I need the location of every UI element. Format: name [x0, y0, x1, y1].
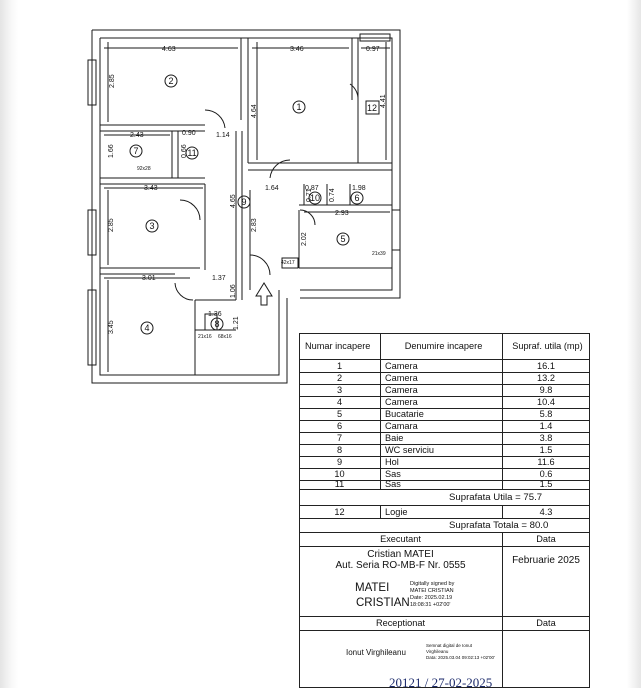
- table-row: [299, 384, 590, 396]
- table-row: [299, 506, 590, 518]
- row-name: Sas: [385, 479, 401, 489]
- door-room2: [205, 110, 225, 128]
- dimension-label: 4.65: [230, 194, 237, 208]
- dimension-label: 1.21: [233, 316, 240, 330]
- row-name: Camera: [385, 397, 418, 407]
- row-name: Bucatarie: [385, 409, 424, 419]
- dimension-label: 3.46: [290, 46, 304, 53]
- row-nr: 6: [336, 421, 343, 431]
- room-label: 9: [241, 197, 247, 207]
- table-row: [299, 372, 590, 384]
- digital-signature-text: Virghileanu: [426, 649, 449, 654]
- digital-signature-text: Semnat digital de Ionut: [426, 643, 473, 648]
- room-label: 4: [144, 323, 150, 333]
- dimension-label: 1.64: [265, 185, 279, 192]
- row-area: 11.6: [537, 457, 555, 467]
- header-name: Denumire incapere: [404, 341, 483, 351]
- row-nr: 8: [336, 445, 343, 455]
- rule: [299, 630, 590, 631]
- row-nr: 7: [336, 433, 343, 443]
- row-name: Camera: [385, 385, 418, 395]
- row-nr: 5: [336, 409, 343, 419]
- table-row: [299, 444, 590, 456]
- receptionat-name: Ionut Virghileanu: [346, 648, 406, 657]
- inner-wall-right: [100, 38, 392, 290]
- dimension-label: 1.36: [208, 311, 222, 318]
- row-area: 1.4: [539, 421, 553, 431]
- table-header-row: [299, 333, 590, 359]
- room-label: 12: [366, 103, 378, 113]
- inner-wall-left: [100, 38, 279, 375]
- room-label: 5: [340, 234, 346, 244]
- dimension-label: 4.64: [251, 104, 258, 118]
- dimension-label: 21x39: [372, 251, 386, 257]
- dimension-label: 0.97: [366, 46, 380, 53]
- room-label: 11: [187, 148, 197, 158]
- dimension-label: 2.93: [335, 210, 349, 217]
- digital-signature-text: Data: 2025.03.04 09:02:13 +02'00': [426, 655, 495, 660]
- entrance-arrow-icon: [256, 283, 272, 305]
- dimension-label: 42x17: [281, 260, 295, 266]
- dimension-label: 1.37: [212, 275, 226, 282]
- dimension-label: 0.74: [329, 188, 336, 202]
- room-label: 8: [214, 319, 220, 329]
- room-label: 7: [133, 146, 139, 156]
- row-nr: 12: [334, 507, 345, 517]
- dimension-label: 1.98: [352, 185, 366, 192]
- executant-label: Executant: [380, 534, 421, 544]
- dimension-label: 2.83: [251, 218, 258, 232]
- door-entry: [250, 255, 270, 275]
- outer-wall-left: [92, 30, 287, 383]
- row-nr: 3: [336, 385, 343, 395]
- row-area: 5.8: [539, 409, 553, 419]
- data-label: Data: [536, 618, 556, 628]
- door-room3: [180, 200, 200, 220]
- area-table: [299, 333, 590, 688]
- door-room4: [175, 283, 193, 300]
- dimension-label: 0.66: [181, 144, 188, 158]
- total-area-row: [299, 518, 590, 532]
- row-name: Camera: [385, 373, 418, 383]
- row-nr: 9: [336, 457, 343, 467]
- dimension-label: 2.85: [108, 218, 115, 232]
- row-area: 4.3: [539, 507, 553, 517]
- dimension-label: 3.43: [144, 185, 158, 192]
- rule: [299, 546, 590, 547]
- row-nr: 1: [336, 361, 343, 371]
- dimension-label: 3.01: [142, 275, 156, 282]
- dimension-label: 1.06: [230, 284, 237, 298]
- row-nr: 10: [334, 469, 345, 479]
- registration-stamp: 20121 / 27-02-2025: [389, 675, 493, 690]
- dimension-label: 0.87: [305, 185, 319, 192]
- row-name: Sas: [385, 469, 401, 479]
- row-nr: 2: [336, 373, 343, 383]
- room-label: 1: [296, 102, 302, 112]
- outer-wall-right: [92, 30, 400, 298]
- row-area: 0.6: [539, 469, 553, 479]
- receptionat-label: Receptionat: [375, 618, 426, 628]
- dimension-label: 2.85: [109, 74, 116, 88]
- row-name: Baie: [385, 433, 404, 443]
- table-row: [299, 360, 590, 372]
- dimension-label: 0.90: [182, 130, 196, 137]
- row-name: Logie: [385, 507, 408, 517]
- row-area: 9.8: [539, 385, 553, 395]
- executant-date: Februarie 2025: [512, 555, 580, 566]
- row-area: 3.8: [539, 433, 553, 443]
- header-area: Supraf. utila (mp): [512, 341, 583, 351]
- dimension-label: 0.71: [306, 188, 313, 202]
- header-nr: Numar incapere: [305, 341, 371, 351]
- receptionat-header: [299, 616, 590, 630]
- executant-header: [299, 532, 590, 546]
- row-area: 1.5: [539, 445, 553, 455]
- table-row: [299, 456, 590, 468]
- digital-signature-text: 18:08:31 +02'00': [410, 602, 451, 608]
- row-area: 1.5: [539, 479, 553, 489]
- table-row: [299, 396, 590, 408]
- dimension-label: 21x16: [198, 334, 212, 340]
- row-name: Camera: [385, 361, 418, 371]
- row-area: 10.4: [537, 397, 555, 407]
- dimension-label: 2.43: [130, 132, 144, 139]
- dimension-label: 68x16: [218, 334, 232, 340]
- room-label: 6: [354, 193, 360, 203]
- row-nr: 11: [334, 479, 345, 489]
- signature-name-1: MATEI: [355, 582, 390, 594]
- door-loggia: [350, 84, 358, 100]
- row-name: Hol: [385, 457, 399, 467]
- dimension-label: 3.45: [108, 320, 115, 334]
- dimension-label: 1.66: [108, 144, 115, 158]
- row-area: 16.1: [537, 361, 555, 371]
- dimension-label: 1.14: [216, 132, 230, 139]
- total-usable-row: [299, 490, 590, 505]
- table-row: [299, 420, 590, 432]
- total-usable: Suprafata Utila = 75.7: [449, 492, 543, 503]
- window-room5: [392, 210, 400, 250]
- table-row: [299, 408, 590, 420]
- table-row: [299, 432, 590, 444]
- total-area: Suprafata Totala = 80.0: [449, 519, 549, 531]
- dimension-label: 4.41: [380, 94, 387, 108]
- dimension-label: 4.63: [162, 46, 176, 53]
- room-label: 10: [309, 193, 321, 203]
- dimension-label: 2.02: [301, 232, 308, 246]
- row-name: Camara: [385, 421, 418, 431]
- signature-name-2: CRISTIAN: [356, 597, 410, 609]
- row-name: WC serviciu: [385, 445, 435, 455]
- room-label: 2: [168, 76, 174, 86]
- executant-name: Cristian MATEI: [367, 549, 434, 560]
- executant-authorization: Aut. Seria RO-MB-F Nr. 0555: [335, 560, 466, 571]
- room-label: 3: [149, 221, 155, 231]
- digital-signature-text: MATEI CRISTIAN: [410, 588, 454, 594]
- dimension-label: 92x28: [137, 166, 151, 172]
- row-nr: 4: [336, 397, 343, 407]
- digital-signature-text: Digitally signed by: [410, 581, 455, 587]
- row-area: 13.2: [537, 373, 555, 383]
- data-label: Data: [536, 534, 556, 544]
- digital-signature-text: Date: 2025.02.19: [410, 595, 453, 601]
